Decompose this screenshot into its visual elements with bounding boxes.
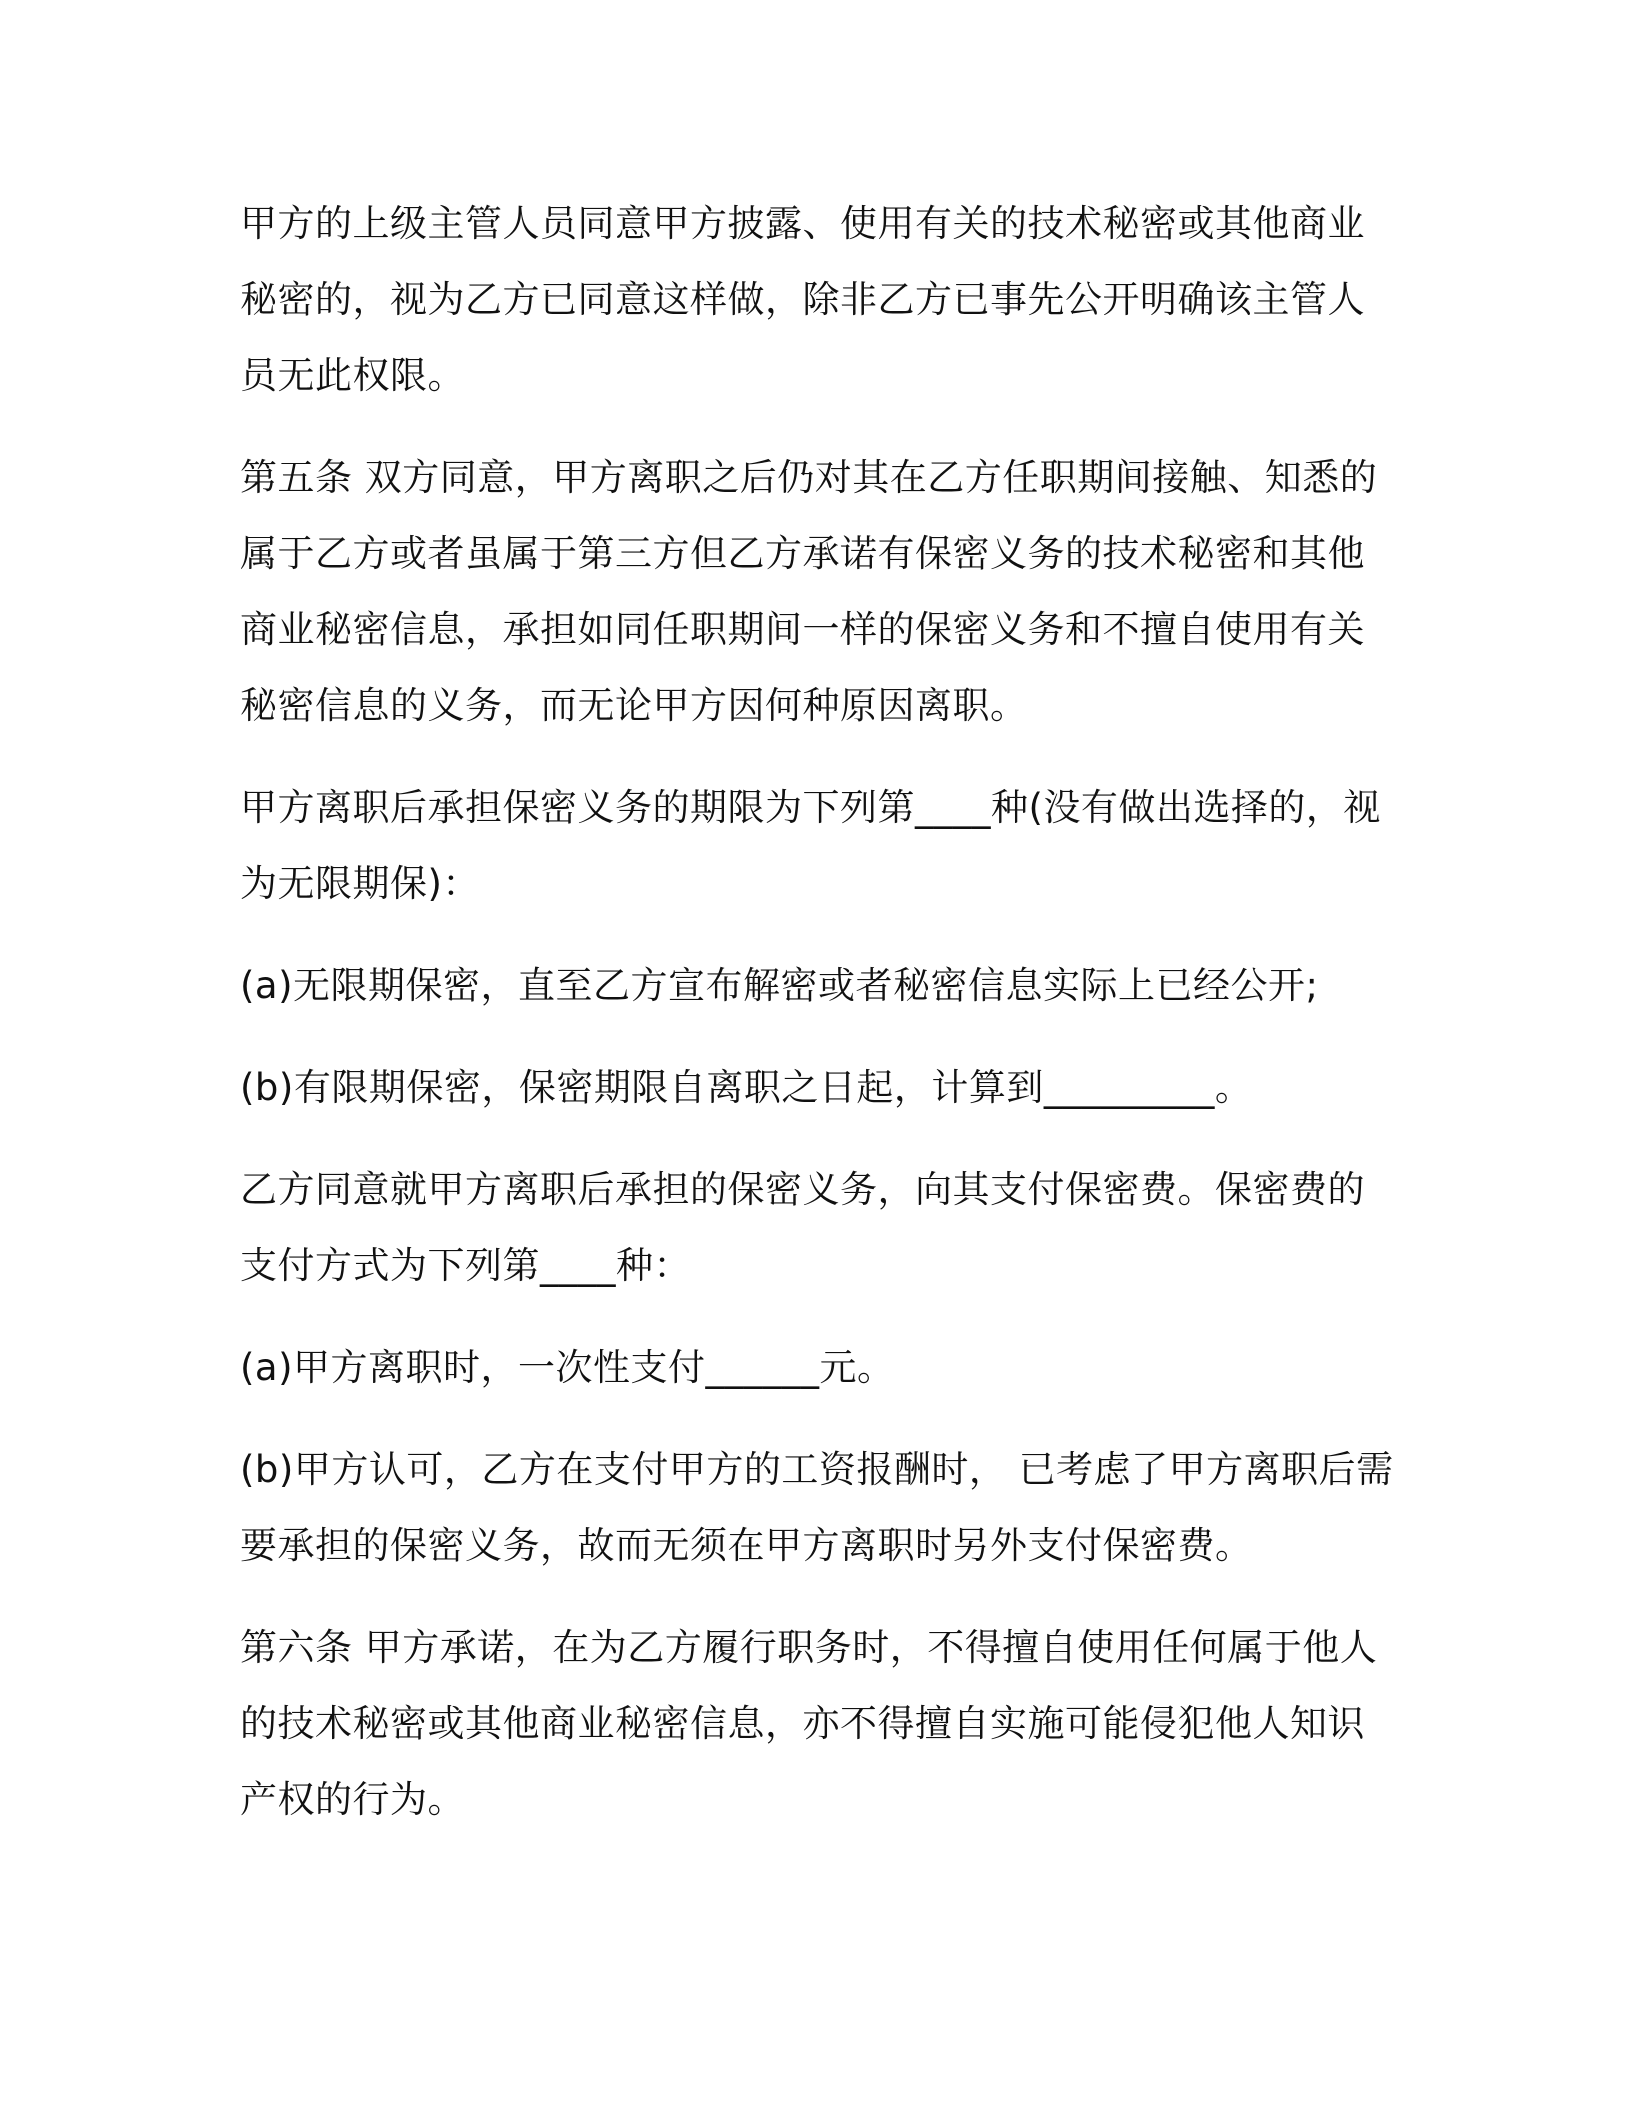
paragraph-option-b-limited — [240, 1050, 1388, 1126]
paragraph-supervisor-consent — [240, 186, 1388, 414]
paragraph-article-5 — [240, 440, 1388, 744]
paragraph-option-a-unlimited — [240, 948, 1388, 1024]
text-line: (a)甲方离职时，一次性支付______元。 — [240, 1346, 895, 1389]
text-line: 的技术秘密或其他商业秘密信息，亦不得擅自实施可能侵犯他人知识 — [240, 1702, 1365, 1745]
paragraph-fee-option-a — [240, 1330, 1388, 1406]
text-line: (a)无限期保密，直至乙方宣布解密或者秘密信息实际上已经公开; — [240, 964, 1319, 1007]
text-line: 要承担的保密义务，故而无须在甲方离职时另外支付保密费。 — [240, 1524, 1253, 1567]
text-line: (b)有限期保密，保密期限自离职之日起，计算到_________。 — [240, 1066, 1253, 1109]
paragraph-article-6 — [240, 1610, 1388, 1838]
paragraph-confidentiality-term — [240, 770, 1388, 922]
text-line: 甲方离职后承担保密义务的期限为下列第____种(没有做出选择的，视 — [240, 786, 1381, 829]
text-line: 为无限期保)： — [240, 862, 480, 905]
text-line: 秘密的，视为乙方已同意这样做，除非乙方已事先公开明确该主管人 — [240, 278, 1365, 321]
text-line: 甲方的上级主管人员同意甲方披露、使用有关的技术秘密或其他商业 — [240, 202, 1365, 245]
text-line: 第五条 双方同意，甲方离职之后仍对其在乙方任职期间接触、知悉的 — [240, 456, 1378, 499]
paragraph-fee-option-b — [240, 1432, 1394, 1584]
paragraph-confidentiality-fee — [240, 1152, 1388, 1304]
text-line: 乙方同意就甲方离职后承担的保密义务，向其支付保密费。保密费的 — [240, 1168, 1365, 1211]
text-line: 产权的行为。 — [240, 1778, 465, 1821]
text-line: 员无此权限。 — [240, 354, 465, 397]
text-line: 支付方式为下列第____种： — [240, 1244, 691, 1287]
document-body — [240, 186, 1394, 1864]
text-line: (b)甲方认可，乙方在支付甲方的工资报酬时， 已考虑了甲方离职后需 — [240, 1448, 1394, 1491]
text-line: 属于乙方或者虽属于第三方但乙方承诺有保密义务的技术秘密和其他 — [240, 532, 1365, 575]
text-line: 秘密信息的义务，而无论甲方因何种原因离职。 — [240, 684, 1028, 727]
text-line: 商业秘密信息，承担如同任职期间一样的保密义务和不擅自使用有关 — [240, 608, 1365, 651]
text-line: 第六条 甲方承诺，在为乙方履行职务时，不得擅自使用任何属于他人 — [240, 1626, 1378, 1669]
